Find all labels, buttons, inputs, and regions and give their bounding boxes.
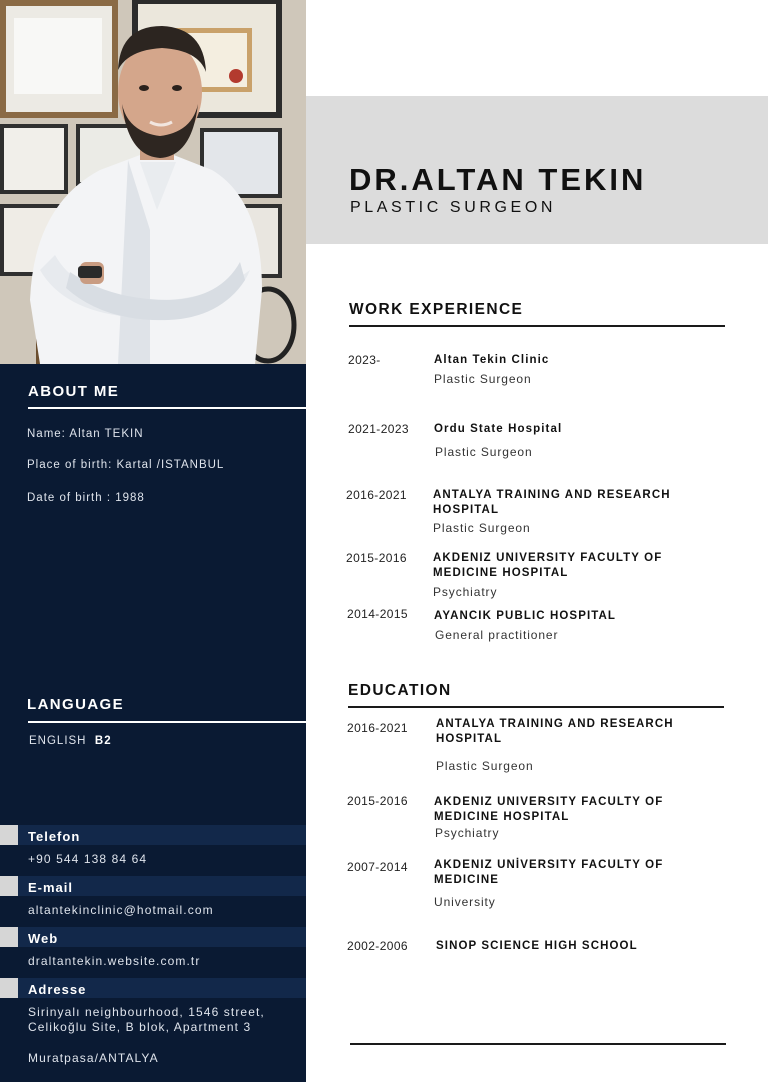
work-org: ANTALYA TRAINING AND RESEARCH HOSPITAL <box>433 489 671 516</box>
about-birth-place: Place of birth: Kartal /ISTANBUL <box>27 459 225 471</box>
address-line-3: Muratpasa/ANTALYA <box>28 1051 159 1065</box>
address-line-1: Sirinyalı neighbourhood, 1546 street, <box>28 1005 265 1019</box>
language-divider <box>28 721 306 723</box>
email-label: E-mail <box>28 880 74 895</box>
work-org: AYANCIK PUBLIC HOSPITAL <box>434 610 617 622</box>
work-experience-divider <box>349 325 725 327</box>
work-role: Plastic Surgeon <box>434 372 532 386</box>
work-year: 2016-2021 <box>346 488 407 502</box>
phone-label: Telefon <box>28 829 81 844</box>
doctor-title: PLASTIC SURGEON <box>350 199 557 216</box>
address-line-2: Celikoğlu Site, B blok, Apartment 3 <box>28 1020 252 1034</box>
education-org: ANTALYA TRAINING AND RESEARCH HOSPITAL <box>436 718 674 745</box>
work-role: Psychiatry <box>433 585 498 599</box>
work-role: Plastic Surgeon <box>433 521 531 535</box>
education-org: AKDENIZ UNİVERSITY FACULTY OF MEDICINE <box>434 859 664 886</box>
education-divider <box>348 706 724 708</box>
language-entry <box>29 735 112 747</box>
work-year: 2021-2023 <box>348 422 409 436</box>
profile-photo <box>0 0 306 364</box>
footer-divider <box>350 1043 726 1045</box>
email-value[interactable]: altantekinclinic@hotmail.com <box>28 903 214 917</box>
work-org: Ordu State Hospital <box>434 423 563 435</box>
education-role: Plastic Surgeon <box>436 759 534 773</box>
language-level: B2 <box>94 735 112 747</box>
work-year: 2023- <box>348 353 381 367</box>
education-role: University <box>434 895 496 909</box>
work-year: 2014-2015 <box>347 607 408 621</box>
about-divider <box>28 407 306 409</box>
work-year: 2015-2016 <box>346 551 407 565</box>
work-role: Plastic Surgeon <box>435 445 533 459</box>
education-role: Psychiatry <box>435 826 500 840</box>
work-experience-heading: WORK EXPERIENCE <box>349 301 524 318</box>
work-org: AKDENIZ UNIVERSITY FACULTY OF MEDICINE HOSPITAL <box>433 552 663 579</box>
language-name: ENGLISH <box>29 735 87 747</box>
language-heading: LANGUAGE <box>27 696 125 713</box>
address-label: Adresse <box>28 982 87 997</box>
about-name: Name: Altan TEKIN <box>27 428 144 440</box>
phone-value[interactable]: +90 544 138 84 64 <box>28 852 148 866</box>
web-marker <box>0 927 18 947</box>
email-marker <box>0 876 18 896</box>
work-org: Altan Tekin Clinic <box>434 354 550 366</box>
web-value[interactable]: draltantekin.website.com.tr <box>28 954 201 968</box>
education-year: 2016-2021 <box>347 721 408 735</box>
education-org: AKDENIZ UNIVERSITY FACULTY OF MEDICINE HOSPITAL <box>434 796 664 823</box>
about-heading: ABOUT ME <box>28 383 120 400</box>
education-heading: EDUCATION <box>348 682 452 699</box>
work-role: General practitioner <box>435 628 559 642</box>
education-year: 2002-2006 <box>347 939 408 953</box>
sidebar <box>0 0 306 1082</box>
web-label: Web <box>28 931 59 946</box>
education-year: 2015-2016 <box>347 794 408 808</box>
about-birth-date: Date of birth : 1988 <box>27 492 145 504</box>
education-year: 2007-2014 <box>347 860 408 874</box>
education-org: SINOP SCIENCE HIGH SCHOOL <box>436 940 638 952</box>
doctor-name: DR.ALTAN TEKIN <box>349 162 647 197</box>
address-marker <box>0 978 18 998</box>
phone-marker <box>0 825 18 845</box>
